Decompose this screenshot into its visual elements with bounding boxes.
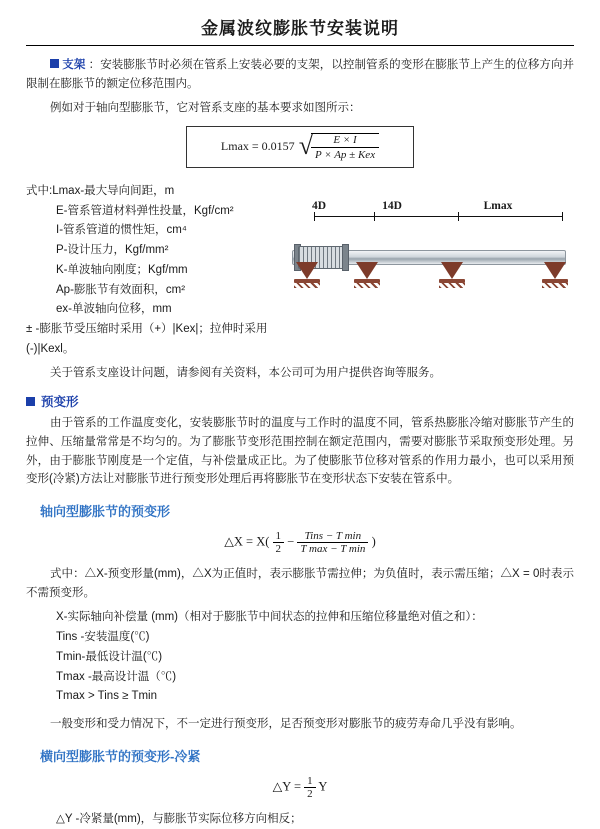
half-numerator: 1 xyxy=(304,775,316,788)
support-paragraph-1-text: 安装膨胀节时必须在管系上安装必要的支架，以控制管系的变形在膨胀节上产生的位移方向并限制在膨胀节的额定位移范围内。 xyxy=(26,59,575,90)
axial-formula-note: 式中：△X-预变形量(mm)，△X为正值时，表示膨胀节需拉伸；为负值时，表示需压缩；△X = 0时表示不需预变形。 xyxy=(26,568,574,599)
definition-item: X-实际轴向补偿量 (mm)（相对于膨胀节中间状态的拉伸和压缩位移量绝对值之和）： xyxy=(56,611,483,624)
definitions-and-diagram xyxy=(26,178,574,360)
temp-fraction-denominator: T max − T min xyxy=(300,542,366,555)
definitions-column xyxy=(26,178,274,360)
pipe-support-anchor xyxy=(294,262,320,288)
definition-item: Tmax > Tins ≥ Tmin xyxy=(56,690,157,703)
square-root-icon: √ $\frac{E \times I}{\text{P × Ap ± Kex}}$ xyxy=(299,133,379,161)
definition-item: K-单波轴向刚度；Kgf/mm xyxy=(56,263,188,276)
lateral-formula-lhs: △Y = xyxy=(272,779,302,794)
lmax-formula xyxy=(186,126,414,168)
dimension-4d-label: 4D xyxy=(311,199,327,212)
definition-item: ex-单波轴向位移，mm xyxy=(56,303,172,316)
lmax-formula-lhs: Lmax = 0.0157 xyxy=(220,139,295,154)
half-denominator: 2 xyxy=(275,542,282,555)
pipe-support-guide xyxy=(439,262,465,288)
axial-formula-lhs: △X = X( xyxy=(224,534,270,549)
predeform-paragraph-1: 由于管系的工作温度变化，安装膨胀节时的温度与工作时的温度不同，管系热膨胀冷缩对膨胀节产生的拉伸、压缩量常常是不均匀的。为了膨胀节变形范围控制在额定范围内，需要对膨胀节采取预变形处理。另外，由于膨胀节刚度是一个定值，与补偿量成正比。为了使膨胀节位移对管系的作用力最小，也可以采用预变形(冷紧)方法让对膨胀节进行预变形处理后再将膨胀节在变形状态下安装在管系中。 xyxy=(26,417,574,486)
definition-item: ± -膨胀节受压缩时采用（+）|Kex|；拉伸时采用(-)|Kexl。 xyxy=(26,323,268,355)
definition-item: Tmax -最高设计温（℃) xyxy=(56,670,177,683)
definition-item: P-设计压力，Kgf/mm² xyxy=(56,244,169,257)
axial-closing-paragraph: 一般变形和受力情况下，不一定进行预变形，足否预变形对膨胀节的疲劳寿命几乎没有影响。 xyxy=(50,718,522,731)
lateral-predeform-formula xyxy=(26,775,574,800)
axial-formula-half xyxy=(273,530,285,555)
axial-predeform-heading: 轴向型膨胀节的预变形 xyxy=(40,503,171,519)
half-numerator: 1 xyxy=(273,530,285,543)
piping-support-diagram xyxy=(284,200,574,310)
definition-item: E-管系管道材料弹性投量，Kgf/cm² xyxy=(56,204,234,217)
support-definitions xyxy=(26,182,274,360)
pipe-assembly xyxy=(284,226,574,298)
bellows-flange-right xyxy=(342,244,349,271)
axial-formula-minus: − xyxy=(287,534,295,549)
diagram-dimension-labels xyxy=(292,200,574,212)
axial-predeform-formula xyxy=(26,530,574,555)
axial-formula-temperature-fraction xyxy=(297,530,368,555)
diagram-column xyxy=(284,178,574,310)
lateral-formula-note: △Y -冷紧量(mm)，与膨胀节实际位移方向相反； xyxy=(56,812,302,825)
lateral-formula-half xyxy=(304,775,316,800)
axial-definitions xyxy=(26,608,574,707)
lmax-formula-denominator: P × Ap ± Kex xyxy=(314,148,376,161)
title-divider xyxy=(26,45,574,46)
temp-fraction-numerator: Tins − T min xyxy=(297,530,368,543)
dimension-lines xyxy=(292,212,574,222)
definition-item: Tmin-最低设计温(℃) xyxy=(56,650,163,663)
document-body xyxy=(0,56,600,829)
dimension-lmax-label: Lmax xyxy=(483,199,513,212)
lateral-predeform-heading: 横向型膨胀节的预变形-冷紧 xyxy=(40,748,201,764)
definition-item: I-管系管道的惯性矩，cm⁴ xyxy=(56,224,187,237)
support-closing-paragraph: 关于管系支座设计问题，请参阅有关资料，本公司可为用户提供咨询等服务。 xyxy=(50,366,441,379)
blue-square-icon xyxy=(50,59,59,68)
axial-formula-rhs: ) xyxy=(371,534,376,549)
support-paragraph-2: 例如对于轴向型膨胀节，它对管系支座的基本要求如图所示： xyxy=(50,102,361,115)
lmax-formula-numerator: E × I xyxy=(311,134,379,148)
half-denominator: 2 xyxy=(307,787,313,800)
document-page xyxy=(0,14,600,825)
support-paragraph-1: 支架 ：安装膨胀节时必须在管系上安装必要的支架，以控制管系的变形在膨胀节上产生的位移方向并限制在膨胀节的额定位移范围内。 xyxy=(26,59,575,90)
blue-square-icon xyxy=(26,397,35,406)
pipe-support-anchor xyxy=(542,262,568,288)
definition-item: Ap-膨胀节有效面积，cm² xyxy=(56,283,186,296)
page-title: 金属波纹膨胀节安装说明 xyxy=(201,19,399,38)
predeform-section-heading xyxy=(26,392,574,410)
lateral-formula-rhs: Y xyxy=(318,779,328,794)
definition-item: Tins -安装温度(℃) xyxy=(56,631,150,644)
dimension-14d-label: 14D xyxy=(382,199,402,212)
predeform-heading-label: 预变形 xyxy=(41,395,79,410)
definition-item: 式中:Lmax-最大导向间距，m xyxy=(26,184,175,197)
support-heading: 支架 xyxy=(62,59,86,71)
pipe-support-guide xyxy=(354,262,380,288)
